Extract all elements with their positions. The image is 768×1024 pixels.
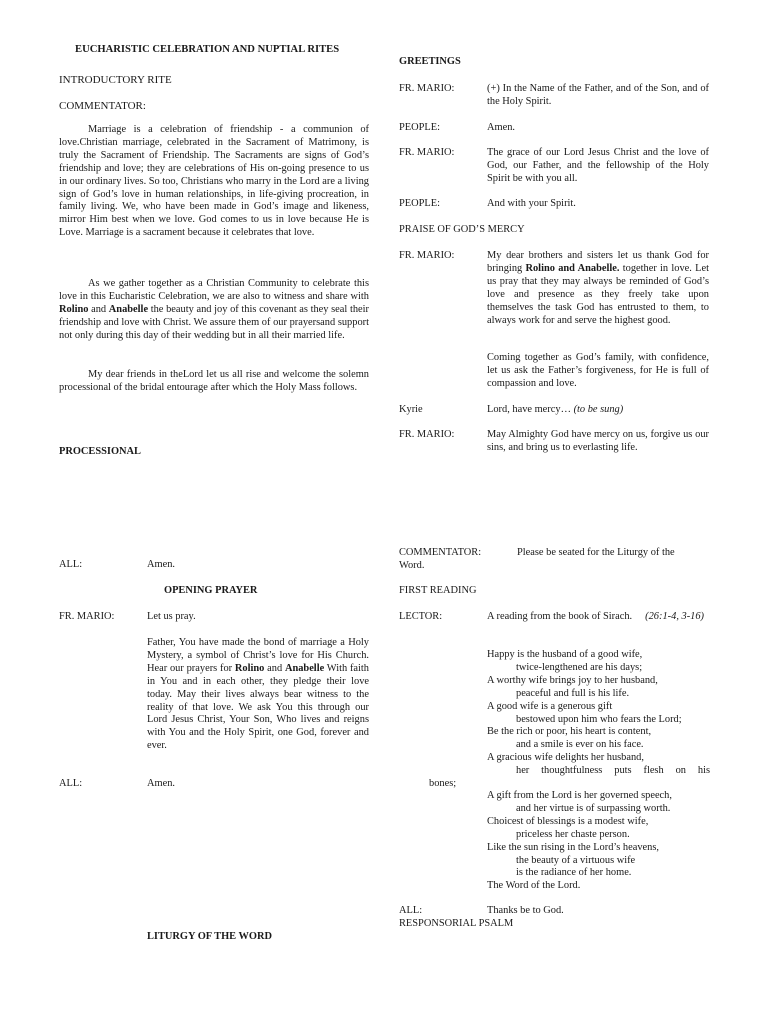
- responsorial-psalm-heading: RESPONSORIAL PSALM: [399, 918, 514, 929]
- reading-verse-bones: bones;: [429, 778, 457, 789]
- response-text: And with your Spirit.: [487, 198, 576, 209]
- groom-name: Rolino: [59, 303, 89, 315]
- verse-line: Choicest of blessings is a modest wife,: [487, 815, 649, 827]
- prayer-and: and: [264, 662, 285, 674]
- thanks-be-to-god-text: Thanks be to God.: [487, 905, 564, 916]
- verse-line: Like the sun rising in the Lord’s heavens,: [487, 841, 659, 853]
- verse-line: the beauty of a virtuous wife: [516, 854, 636, 866]
- para2-text-a: As we gather together as a Christian Community to celebrate this love in this Eucharistic Celebration, we are also to witness and share with: [59, 278, 369, 302]
- lector-label: LECTOR:: [399, 611, 443, 622]
- verse-line: Be the rich or poor, his heart is content,: [487, 726, 652, 738]
- para2-and: and: [88, 303, 109, 315]
- verse-line: twice-lengthened are his days;: [516, 661, 643, 673]
- verse-line: and a smile is ever on his face.: [516, 739, 644, 751]
- commentator-text-wrap: Word.: [399, 560, 425, 571]
- verse-line: A good wife is a generous gift: [487, 700, 613, 712]
- all-label: ALL:: [59, 559, 83, 570]
- verse-line: The Word of the Lord.: [487, 880, 581, 892]
- reading-source: A reading from the book of Sirach.: [487, 611, 633, 622]
- reading-verses-2: [487, 790, 711, 893]
- kyrie-label: Kyrie: [399, 404, 423, 415]
- verse-line: Happy is the husband of a good wife,: [487, 649, 643, 660]
- liturgy-of-the-word-heading: LITURGY OF THE WORD: [147, 931, 272, 942]
- first-reading-heading: FIRST READING: [399, 585, 477, 596]
- processional-heading: PROCESSIONAL: [59, 446, 141, 457]
- all-response-row: [399, 905, 710, 919]
- let-us-pray-text: Let us pray.: [147, 611, 196, 622]
- commentator-text-a: Please be seated for the Liturgy of the: [517, 547, 675, 558]
- people-label: PEOPLE:: [399, 122, 440, 133]
- fr-mario-label: FR. MARIO:: [399, 429, 455, 440]
- opening-prayer-heading: OPENING PRAYER: [164, 585, 258, 596]
- all-label: ALL:: [59, 778, 83, 789]
- absolution-text: May Almighty God have mercy on us, forgive us our sins, and bring us to everlasting life.: [487, 429, 709, 453]
- commentator-row: [399, 547, 710, 575]
- greeting-people-1: [399, 122, 710, 136]
- thank-text-a: My dear brothers and sisters let us thank God for bringing: [487, 250, 709, 274]
- thank-god-text: [487, 250, 709, 327]
- verse-line: A gift from the Lord is her governed speech,: [487, 790, 672, 801]
- prayer-groom-name: Rolino: [234, 662, 265, 674]
- kyrie-row: [399, 404, 710, 418]
- greeting-fr-mario-1: [399, 83, 710, 111]
- fr-mario-label: FR. MARIO:: [399, 83, 455, 94]
- all-amen-row-1: [59, 559, 369, 573]
- greeting-people-2: [399, 198, 710, 212]
- praise-of-gods-mercy-heading: PRAISE OF GOD’S MERCY: [399, 224, 525, 235]
- commentator-paragraph-1: Marriage is a celebration of friendship - a communion of love.Christian marriage, celebrated in the Sacrament of Matrimony, is truly the Sacrament of Friendship. The Sacraments are signs of God’s friendship and love; they are celebrations of His on-going presence to us in our ordinary lives. So too, Christians who marry in the Lord are a living sign of God’s love in human relationships, in life-giving procreation, in family living. We, who have been made in God’s image and likeness, mirror Him best when we love. God comes to us in love because He is Love. Marriage is a sacrament because it celebrates that love.: [59, 124, 369, 239]
- prayer-bride-name: Anabelle: [284, 662, 325, 674]
- verse-line: A worthy wife brings joy to her husband,: [487, 674, 658, 686]
- amen-text: Amen.: [487, 122, 515, 133]
- introductory-rite-heading: INTRODUCTORY RITE: [59, 74, 172, 86]
- fr-mario-label: FR. MARIO:: [399, 250, 455, 261]
- verse-line: A gracious wife delights her husband,: [487, 752, 644, 764]
- reading-verse-flesh: her thoughtfulness puts flesh on his: [516, 765, 710, 776]
- greetings-heading: GREETINGS: [399, 56, 461, 67]
- verse-line: peaceful and full is his life.: [516, 687, 630, 699]
- prayer-text-a: Father, You have made the bond of marriage a Holy Mystery, a symbol of Christ’s love for His Church. Hear our prayers for: [147, 637, 369, 674]
- reading-reference: (26:1-4, 3-16): [645, 611, 705, 622]
- commentator-paragraph-3: My dear friends in theLord let us all rise and welcome the solemn processional of the bridal entourage after which the Holy Mass follows.: [59, 369, 369, 393]
- fr-mario-label: FR. MARIO:: [59, 611, 115, 622]
- people-label: PEOPLE:: [399, 198, 440, 209]
- fr-mario-row: [59, 611, 369, 625]
- sign-of-cross-text: (+) In the Name of the Father, and of the Son, and of the Holy Spirit.: [487, 83, 709, 107]
- verse-line: bestowed upon him who fears the Lord;: [516, 713, 682, 725]
- amen-text: Amen.: [147, 559, 175, 570]
- fr-mario-label: FR. MARIO:: [399, 147, 455, 158]
- verse-line: priceless her chaste person.: [516, 828, 630, 840]
- thank-text-b: together in love. Let us pray that they may always be reminded of God’s love and presence as they freely take upon themselves the task God has entrusted to them, to always work for and serve the highest good.: [487, 262, 709, 326]
- reading-intro: [487, 611, 709, 624]
- lector-row: [399, 611, 710, 639]
- commentator-label: COMMENTATOR:: [59, 100, 146, 112]
- all-amen-row-2: [59, 778, 369, 792]
- kyrie-text: [487, 404, 623, 417]
- kyrie-words: Lord, have mercy…: [487, 404, 574, 415]
- mercy-fr-mario: [399, 250, 710, 390]
- all-label: ALL:: [399, 905, 423, 916]
- commentator-paragraph-2: [59, 278, 369, 343]
- reading-verses: [487, 649, 711, 765]
- document-title: EUCHARISTIC CELEBRATION AND NUPTIAL RITES: [75, 44, 340, 55]
- verse-line: and her virtue is of surpassing worth.: [516, 802, 671, 814]
- couple-names: Rolino and Anabelle.: [525, 262, 620, 274]
- prayer-text-b: With faith in You and in each other, they pledge their love today. May their lives always bear witness to the reality of that love. We ask You this through our Lord Jesus Christ, Your Son, Who lives and reigns with You and the Holy Spirit, one God, forever and ever.: [147, 662, 369, 752]
- absolution-fr-mario: [399, 429, 710, 457]
- grace-text: The grace of our Lord Jesus Christ and the love of God, our Father, and the fellowship of the Holy Spirit be with you all.: [487, 147, 709, 184]
- commentator-label: COMMENTATOR:: [399, 547, 482, 558]
- greeting-fr-mario-2: [399, 147, 710, 187]
- para2-text-b: the beauty and joy of this covenant as they seal their friendship and love with Christ. We assure them of our prayersand support not only during this day of their wedding but in all their married life.: [59, 303, 369, 341]
- opening-prayer-text: [147, 637, 369, 753]
- forgiveness-text: Coming together as God’s family, with confidence, let us ask the Father’s forgiveness, for He is full of compassion and love.: [487, 352, 709, 389]
- bride-name: Anabelle: [108, 303, 149, 315]
- kyrie-note: (to be sung): [573, 404, 624, 415]
- verse-line: is the radiance of her home.: [516, 867, 632, 879]
- amen-text: Amen.: [147, 778, 175, 789]
